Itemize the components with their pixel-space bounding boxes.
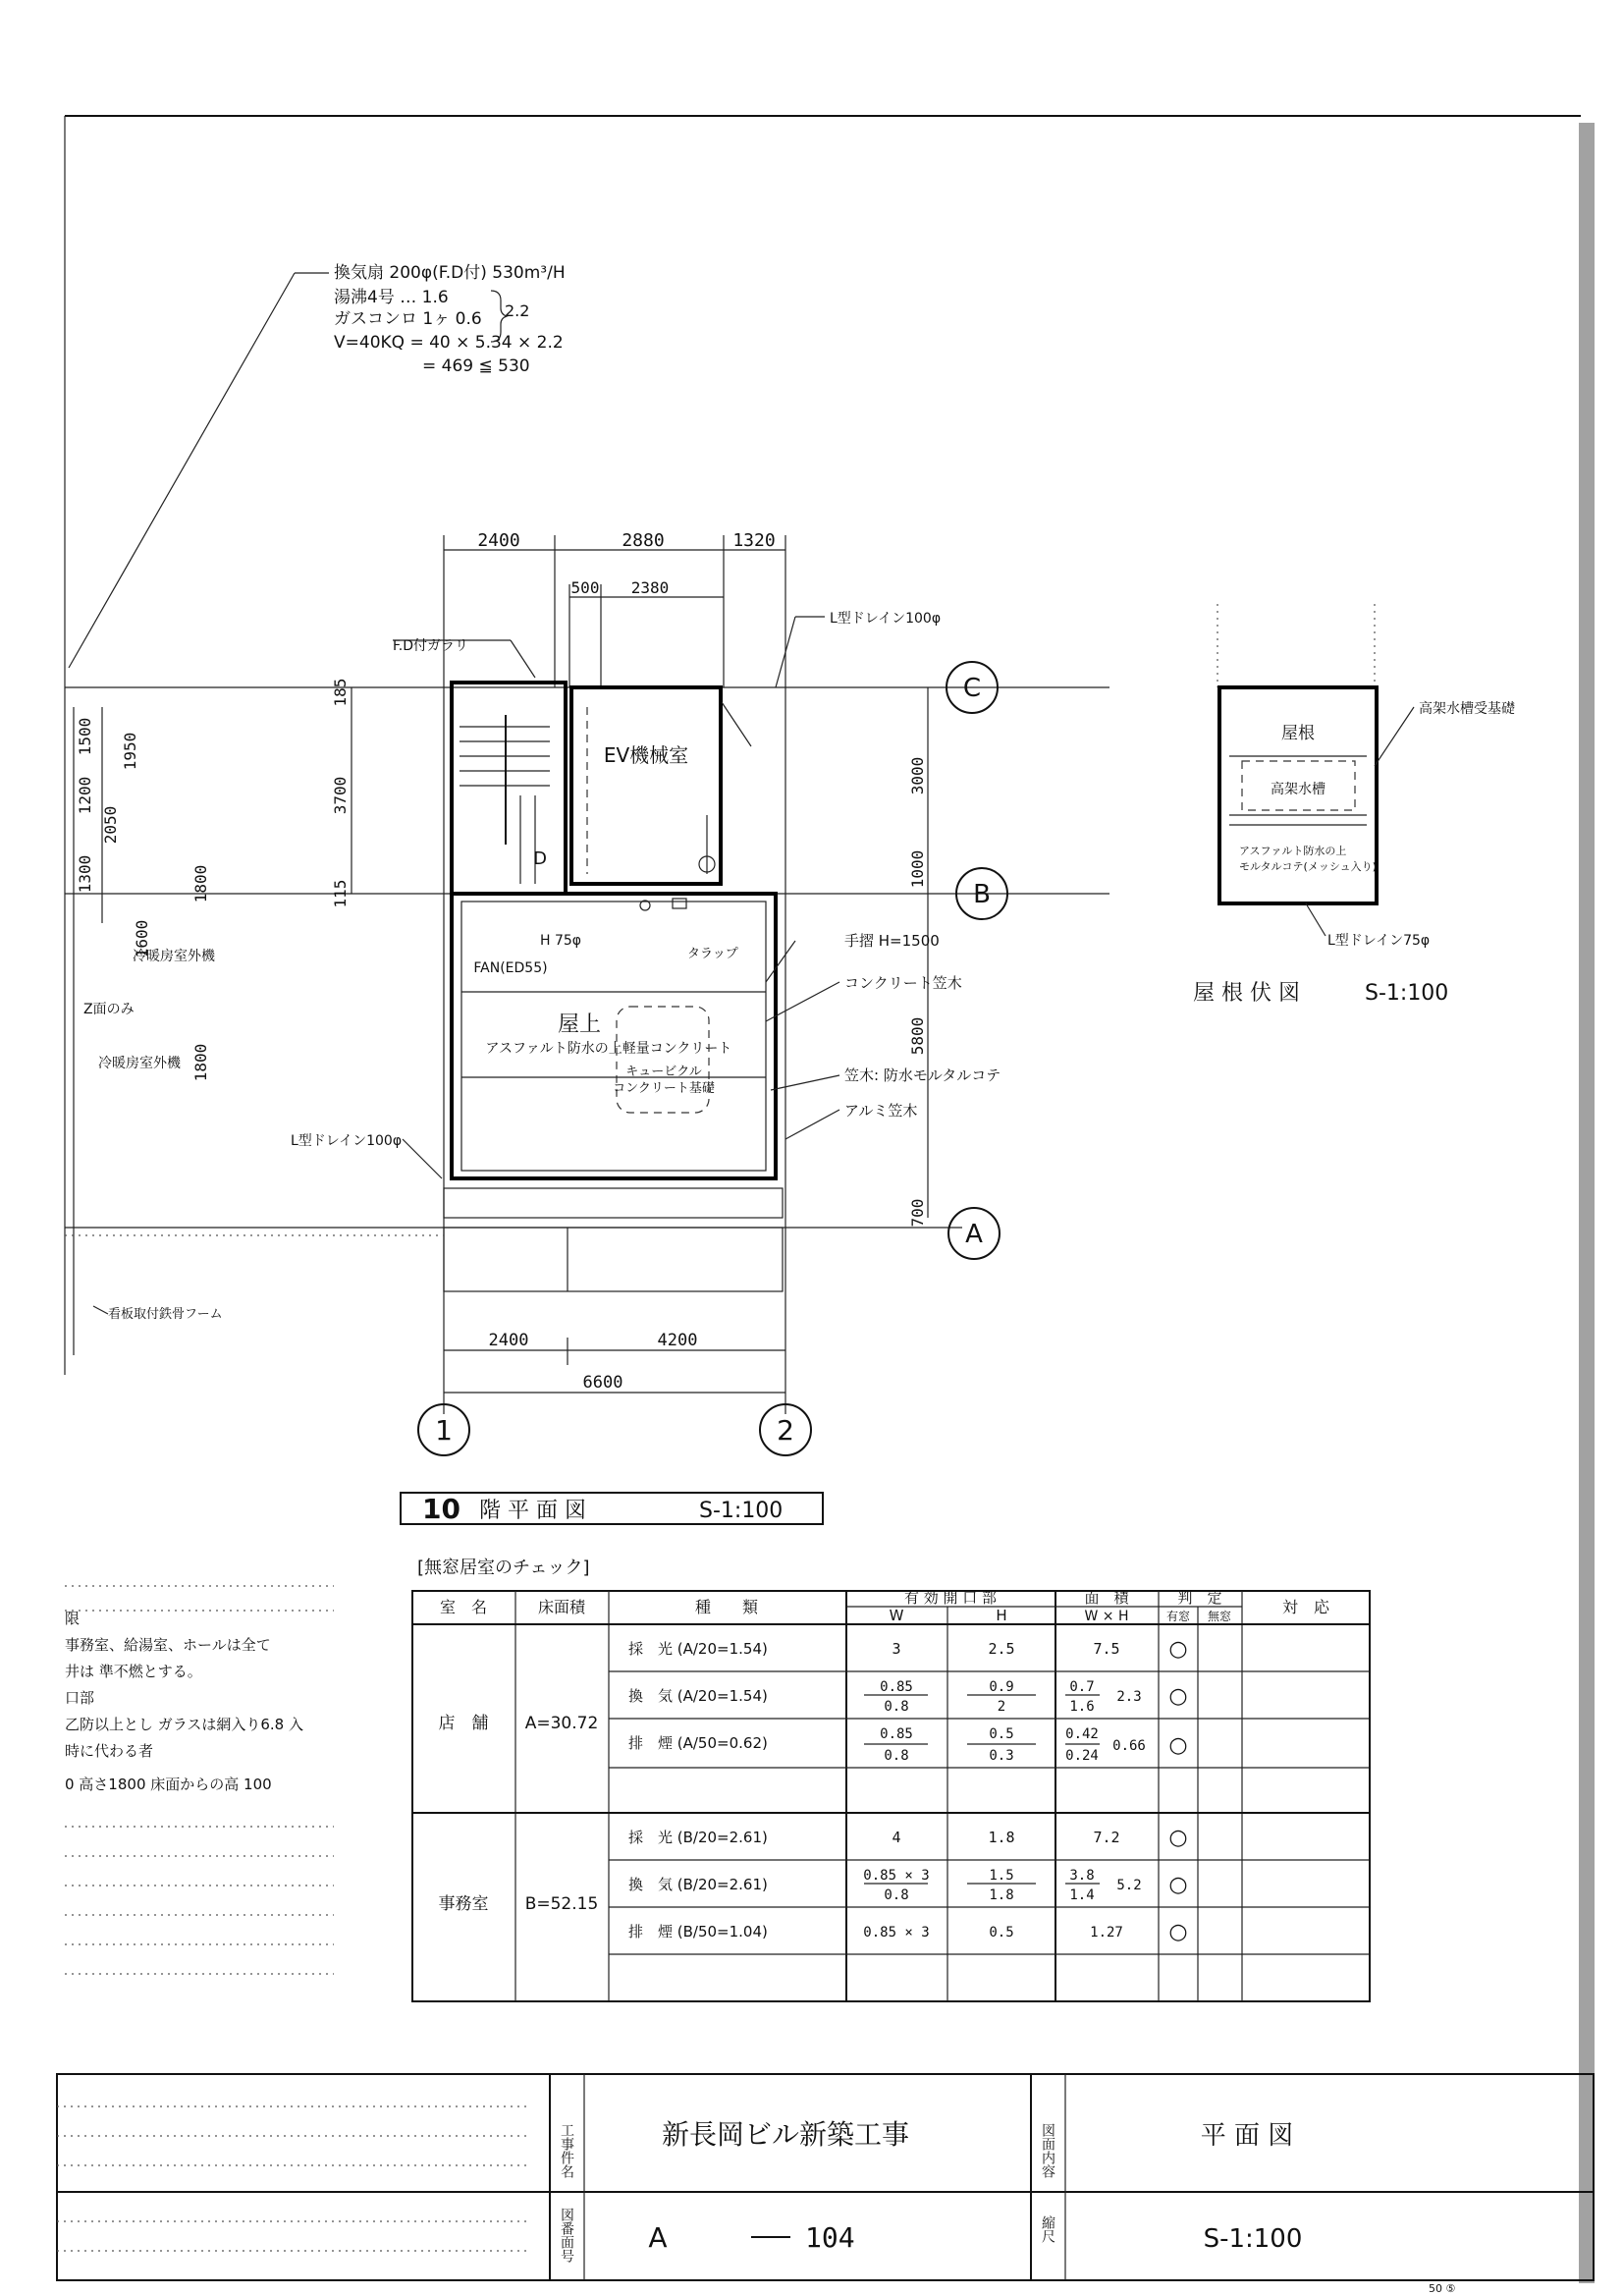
dim-text: 185 bbox=[331, 678, 350, 707]
dim-text: 3700 bbox=[331, 776, 350, 815]
dim-text: 2050 bbox=[101, 805, 120, 845]
cell-w2: 0.8 bbox=[884, 1699, 909, 1715]
left-note: 0 高さ1800 床面からの高 100 bbox=[65, 1776, 272, 1793]
cell-h: 2.5 bbox=[988, 1640, 1015, 1658]
th-h: H bbox=[996, 1607, 1007, 1624]
fan-label: FAN(ED55) bbox=[473, 960, 548, 976]
th-room: 室 名 bbox=[439, 1598, 488, 1616]
cell-area: 7.2 bbox=[1093, 1829, 1120, 1846]
leader bbox=[771, 1075, 839, 1090]
cell-area2: 1.6 bbox=[1069, 1699, 1095, 1715]
cell-type: 採 光 (A/20=1.54) bbox=[628, 1640, 768, 1658]
roof-plan-drain: L型ドレイン75φ bbox=[1327, 933, 1431, 949]
grid-label-c: C bbox=[962, 674, 982, 703]
cell-area: 0.7 bbox=[1069, 1679, 1095, 1695]
cell-area: 7.5 bbox=[1093, 1640, 1120, 1658]
cell-area: 3.8 bbox=[1069, 1868, 1095, 1884]
tb-drawing-prefix: A bbox=[648, 2221, 668, 2254]
leader bbox=[403, 1139, 442, 1178]
table-caption: [無窓居室のチェック] bbox=[417, 1558, 590, 1578]
roof-plan-scale: S-1:100 bbox=[1365, 981, 1449, 1006]
vent-calc-sum: 2.2 bbox=[505, 301, 530, 320]
left-note: 乙防以上とし ガラスは網入り6.8 入 bbox=[65, 1716, 303, 1733]
dim-text: 500 bbox=[570, 578, 600, 597]
cell-mark: ○ bbox=[1168, 1637, 1188, 1662]
note-parapet: 笠木: 防水モルタルコテ bbox=[844, 1066, 1001, 1084]
dim-text: 2400 bbox=[488, 1331, 529, 1350]
cell-area: 0.42 bbox=[1065, 1726, 1099, 1742]
vent-box bbox=[673, 899, 686, 908]
cubicle-base-label: コンクリート基礎 bbox=[613, 1081, 715, 1096]
vent-calc-line: 換気扇 200φ(F.D付) 530m³/H bbox=[334, 263, 566, 283]
cubicle-outline bbox=[617, 1007, 709, 1113]
room-name: 店 舗 bbox=[438, 1714, 489, 1733]
door-swing bbox=[722, 702, 751, 746]
dim-text: 1800 bbox=[191, 864, 210, 903]
note-ac-unit: 冷暖房室外機 bbox=[133, 949, 215, 964]
cell-type: 採 光 (B/20=2.61) bbox=[628, 1829, 768, 1846]
dim-text: 1600 bbox=[133, 919, 151, 958]
cell-w2: 0.8 bbox=[884, 1887, 909, 1903]
ev-room-label: EV機械室 bbox=[603, 743, 689, 767]
note-tarap: タラップ bbox=[687, 947, 738, 961]
dim-text: 115 bbox=[331, 879, 350, 908]
cell-mark: ○ bbox=[1168, 1826, 1188, 1850]
cell-mark: ○ bbox=[1168, 1684, 1188, 1709]
cell-area2: 1.4 bbox=[1069, 1887, 1095, 1903]
grid-label-b: B bbox=[973, 880, 991, 909]
dim-text: 1300 bbox=[76, 854, 94, 894]
note-fd-gallery: F.D付ガラリ bbox=[393, 638, 469, 654]
leader bbox=[1375, 707, 1414, 766]
left-note: 限 bbox=[65, 1610, 81, 1627]
roof-plan-spec2: モルタルコテ(メッシュ入り) bbox=[1239, 860, 1377, 873]
leader bbox=[511, 640, 535, 678]
note-concrete: コンクリート笠木 bbox=[844, 974, 962, 992]
left-note: 口部 bbox=[65, 1689, 95, 1707]
cell-w: 0.85 × 3 bbox=[863, 1868, 930, 1884]
roof-terrace-wall bbox=[452, 894, 776, 1178]
cell-w: 4 bbox=[892, 1829, 901, 1846]
th-ng: 無窓 bbox=[1207, 1610, 1232, 1623]
cubicle-label: キュービクル bbox=[625, 1065, 702, 1079]
roof-plan-title: 屋 根 伏 図 bbox=[1193, 981, 1300, 1006]
sign-frame bbox=[444, 1228, 783, 1291]
plan-title: 階 平 面 図 bbox=[479, 1499, 586, 1523]
dim-text: 2400 bbox=[477, 530, 520, 551]
th-menseki: 面 積 bbox=[1084, 1589, 1129, 1607]
th-type: 種 類 bbox=[694, 1598, 759, 1616]
note-ac-unit: 冷暖房室外機 bbox=[98, 1056, 181, 1071]
cell-w: 0.85 bbox=[880, 1726, 913, 1742]
dim-text: 1320 bbox=[732, 530, 776, 551]
ev-machine-room bbox=[571, 687, 721, 884]
cell-type: 排 煙 (B/50=1.04) bbox=[628, 1923, 768, 1941]
cell-h: 0.9 bbox=[989, 1679, 1014, 1695]
door-d-label: D bbox=[533, 848, 547, 869]
leader-line bbox=[69, 273, 295, 668]
cell-h: 1.5 bbox=[989, 1868, 1014, 1884]
cell-area: 1.27 bbox=[1090, 1925, 1123, 1941]
left-note: 時に代わる者 bbox=[65, 1742, 154, 1760]
h-label: H 75φ bbox=[540, 933, 582, 949]
leader bbox=[785, 1110, 839, 1139]
tb-project: 新長岡ビル新築工事 bbox=[661, 2118, 910, 2151]
title-block bbox=[57, 2074, 1594, 2280]
tb-content: 平 面 図 bbox=[1200, 2121, 1294, 2151]
note-sign-frame: 看板取付鉄骨フーム bbox=[108, 1307, 223, 1322]
vent-calc-notes bbox=[69, 263, 566, 668]
grid-label-1: 1 bbox=[435, 1414, 453, 1447]
dim-total: 6600 bbox=[582, 1373, 623, 1393]
dim-text: 1500 bbox=[76, 717, 94, 756]
stair-block bbox=[452, 683, 566, 894]
leader bbox=[766, 941, 795, 982]
dim-text: 1950 bbox=[121, 732, 139, 771]
tb-project-label: 工事件名 bbox=[559, 2123, 574, 2178]
th-wh: W × H bbox=[1084, 1609, 1129, 1624]
cell-mark: ○ bbox=[1168, 1873, 1188, 1897]
roof-plan-spec: アスファルト防水の上 bbox=[1239, 845, 1347, 857]
leader bbox=[1306, 903, 1325, 936]
dim-text: 2880 bbox=[622, 530, 665, 551]
tb-content-label: 図面内容 bbox=[1040, 2123, 1055, 2178]
th-area: 床面積 bbox=[537, 1598, 586, 1616]
vent-calc-line: ガスコンロ 1ヶ 0.6 bbox=[334, 309, 482, 329]
cell-w: 0.85 × 3 bbox=[863, 1925, 930, 1941]
dim-text: 700 bbox=[908, 1198, 927, 1228]
cell-h: 0.5 bbox=[989, 1925, 1014, 1941]
note-drain-left: L型ドレイン100φ bbox=[291, 1133, 403, 1149]
cell-w: 0.85 bbox=[880, 1679, 913, 1695]
note-alumi: アルミ笠木 bbox=[844, 1102, 918, 1120]
dim-text: 5800 bbox=[908, 1016, 927, 1056]
cell-area2: 0.24 bbox=[1065, 1748, 1099, 1764]
grid-label-2: 2 bbox=[777, 1414, 794, 1447]
tb-scale-label: 縮尺 bbox=[1040, 2215, 1055, 2243]
cell-mark: ○ bbox=[1168, 1920, 1188, 1944]
note-drain-top: L型ドレイン100φ bbox=[830, 611, 942, 627]
tb-drawing-no: 104 bbox=[805, 2221, 855, 2254]
cell-h: 1.8 bbox=[988, 1829, 1015, 1846]
left-note: 井は 準不燃とする。 bbox=[65, 1663, 202, 1680]
cell-sum: 5.2 bbox=[1116, 1878, 1142, 1893]
vent-calc-line: 湯沸4号 … 1.6 bbox=[334, 288, 449, 307]
room-name: 事務室 bbox=[438, 1894, 489, 1914]
dim-text: 3000 bbox=[908, 756, 927, 795]
cell-w: 3 bbox=[892, 1640, 901, 1658]
cell-h2: 1.8 bbox=[989, 1887, 1014, 1903]
cell-sum: 0.66 bbox=[1112, 1738, 1146, 1754]
vent-calc-line: = 469 ≦ 530 bbox=[422, 356, 530, 376]
cell-h2: 0.3 bbox=[989, 1748, 1014, 1764]
roof-spec: アスファルト防水の上軽量コンクリート bbox=[485, 1041, 732, 1057]
parapet-band bbox=[444, 1188, 783, 1218]
note-z-face: Z面のみ bbox=[83, 1002, 135, 1017]
dim-text: 2380 bbox=[630, 578, 670, 597]
room-area: B=52.15 bbox=[524, 1894, 599, 1914]
left-note: 事務室、給湯室、ホールは全て bbox=[65, 1636, 271, 1654]
th-opening: 有 効 開 口 部 bbox=[903, 1589, 998, 1607]
windowless-room-check-table bbox=[412, 1558, 1370, 2001]
dim-text: 1000 bbox=[908, 849, 927, 889]
th-taiou: 対 応 bbox=[1281, 1598, 1330, 1616]
cell-type: 排 煙 (A/50=0.62) bbox=[628, 1734, 768, 1752]
dim-text: 1800 bbox=[191, 1043, 210, 1082]
th-hantei: 判 定 bbox=[1177, 1589, 1222, 1607]
cell-h: 0.5 bbox=[989, 1726, 1014, 1742]
tb-drawing-no-label: 図番面号 bbox=[559, 2208, 574, 2263]
roof-plan-tank-note: 高架水槽受基礎 bbox=[1419, 701, 1515, 717]
sheet-stamp: 50 ⑤ bbox=[1429, 2282, 1456, 2295]
cell-type: 換 気 (A/20=1.54) bbox=[628, 1687, 768, 1705]
vent-calc-line: V=40KQ = 40 × 5.34 × 2.2 bbox=[334, 333, 564, 353]
plan-title-number: 10 bbox=[422, 1493, 460, 1525]
left-notes bbox=[65, 1586, 334, 1974]
th-w: W bbox=[889, 1607, 904, 1624]
grid-label-a: A bbox=[965, 1220, 983, 1249]
cell-mark: ○ bbox=[1168, 1733, 1188, 1758]
dim-text: 1200 bbox=[76, 776, 94, 815]
dim-text: 4200 bbox=[657, 1331, 698, 1350]
scan-edge-shadow bbox=[1579, 123, 1595, 2283]
plan-scale: S-1:100 bbox=[699, 1499, 784, 1523]
cell-sum: 2.3 bbox=[1116, 1689, 1142, 1705]
roof-plan bbox=[1193, 604, 1516, 1006]
roof-plan-roof-label: 屋根 bbox=[1281, 724, 1315, 743]
cell-h2: 2 bbox=[997, 1699, 1006, 1715]
note-handrail: 手摺 H=1500 bbox=[844, 932, 940, 950]
floor-plan-10f bbox=[65, 530, 1109, 1525]
leader bbox=[93, 1306, 108, 1314]
room-area: A=30.72 bbox=[524, 1714, 599, 1733]
roof-plan-tank-label: 高架水槽 bbox=[1271, 782, 1325, 797]
roof-label: 屋上 bbox=[557, 1012, 602, 1037]
tb-scale: S-1:100 bbox=[1203, 2224, 1303, 2254]
cell-w2: 0.8 bbox=[884, 1748, 909, 1764]
th-ok: 有窓 bbox=[1165, 1610, 1191, 1623]
cell-type: 換 気 (B/20=2.61) bbox=[628, 1876, 768, 1893]
parapet-inner bbox=[461, 902, 766, 1171]
